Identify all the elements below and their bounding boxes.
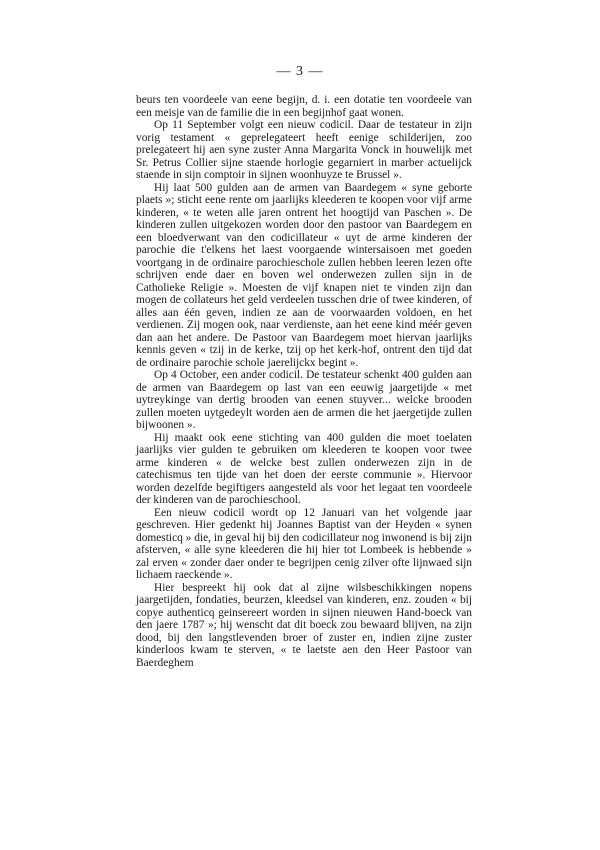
paragraph-3: Hij laat 500 gulden aan de armen van Baardegem « syne geborte plaets »; sticht eene rente om jaarlijks kleederen te koopen voor vijf arme kinderen, « te weten alle jaren ontrent het hoogtijd van Paschen ». De kinderen zullen uitgekozen worden door den pastoor van Baardegem en een bloedverwant van den codicillateur « uyt de arme kinderen der parochie die t'elkens het laest voorgaende wintersaisoen met goeden voortgang in de ordinaire parochieschole zullen hebben leeren lezen ofte schrijven ende daer en boven wel onderwezen zullen sijn in de Catholieke Religie ». Moesten de vijf knapen niet te vinden zijn dan mogen de collateurs het geld verdeelen tusschen drie of twee kinderen, of alles aan één geven, indien ze aan de voorwaarden voldoen, en het verdienen. Zij mogen ook, naar verdienste, aan het eene kind méér geven dan aan het andere. De Pastoor van Baardegem moet hiervan jaarlijks kennis geven « tzij in de kerke, tzij op het kerk-hof, ontrent den tijd dat de ordinaire parochie schole jaerelijckx begint ». [136,181,472,369]
paragraph-4: Op 4 October, een ander codicil. De testateur schenkt 400 gulden aan de armen van Baardegem op last van een eeuwig jaargetijde « met uytreykinge van dertig brooden van eenen stuyver... welcke brooden zullen moeten uytgedeylt worden aen de armen die het jaergetijde zullen bijwoonen ». [136,369,472,431]
paragraph-2: Op 11 September volgt een nieuw codicil. Daar de testateur in zijn vorig testament « geprelegateert heeft eenige schilderijen, zoo prelegateert hij aen syne zuster Anna Margarita Vonck in houwelijk met Sr. Petrus Collier sijne staende horlogie gegarniert in marber actuelijck staende in sijn comptoir in sijnen woonhuyze te Brussel ». [136,119,472,181]
paragraph-7: Hier bespreekt hij ook dat al zijne wilsbeschikkingen nopens jaargetijden, fondaties, beurzen, kleedsel van kinderen, enz. zouden « bij copye authenticq geinsereert worden in sijnen nieuwen Hand-boeck van den jaere 1787 »; hij wenscht dat dit boeck zou bewaard blijven, na zijn dood, bij den langstlevenden broer of zuster en, indien zijne zuster kinderloos kwam te sterven, « te laetste aen den Heer Pastoor van Baerdeghem [136,581,472,669]
page-number: — 3 — [276,64,324,79]
paragraph-5: Hij maakt ook eene stichting van 400 gulden die moet toelaten jaarlijks vier gulden te gebruiken om kleederen te koopen voor twee arme kinderen « de welcke best zullen onderwezen zijn in de catechismus ten tijde van het doen der eerste communie ». Hiervoor worden dezelfde begiftigers aangesteld als voor het legaat ten voordeele der kinderen van de parochieschool. [136,431,472,506]
body-text [136,94,472,669]
paragraph-1: beurs ten voordeele van eene begijn, d. i. een dotatie ten voordeele van een meisje van de familie die in een begijnhof gaat wonen. [136,94,472,119]
paragraph-6: Een nieuw codicil wordt op 12 Januari van het volgende jaar geschreven. Hier gedenkt hij Joannes Baptist van der Heyden « synen domesticq » die, in geval hij bij den codicillateur nog inwonend is bij zijn afsterven, « alle syne kleederen die hij hier tot Lombeek is hebbende » zal erven « zonder daer onder te begrijpen cenig zilver ofte lijnwaed sijn lichaem raeckende ». [136,506,472,581]
